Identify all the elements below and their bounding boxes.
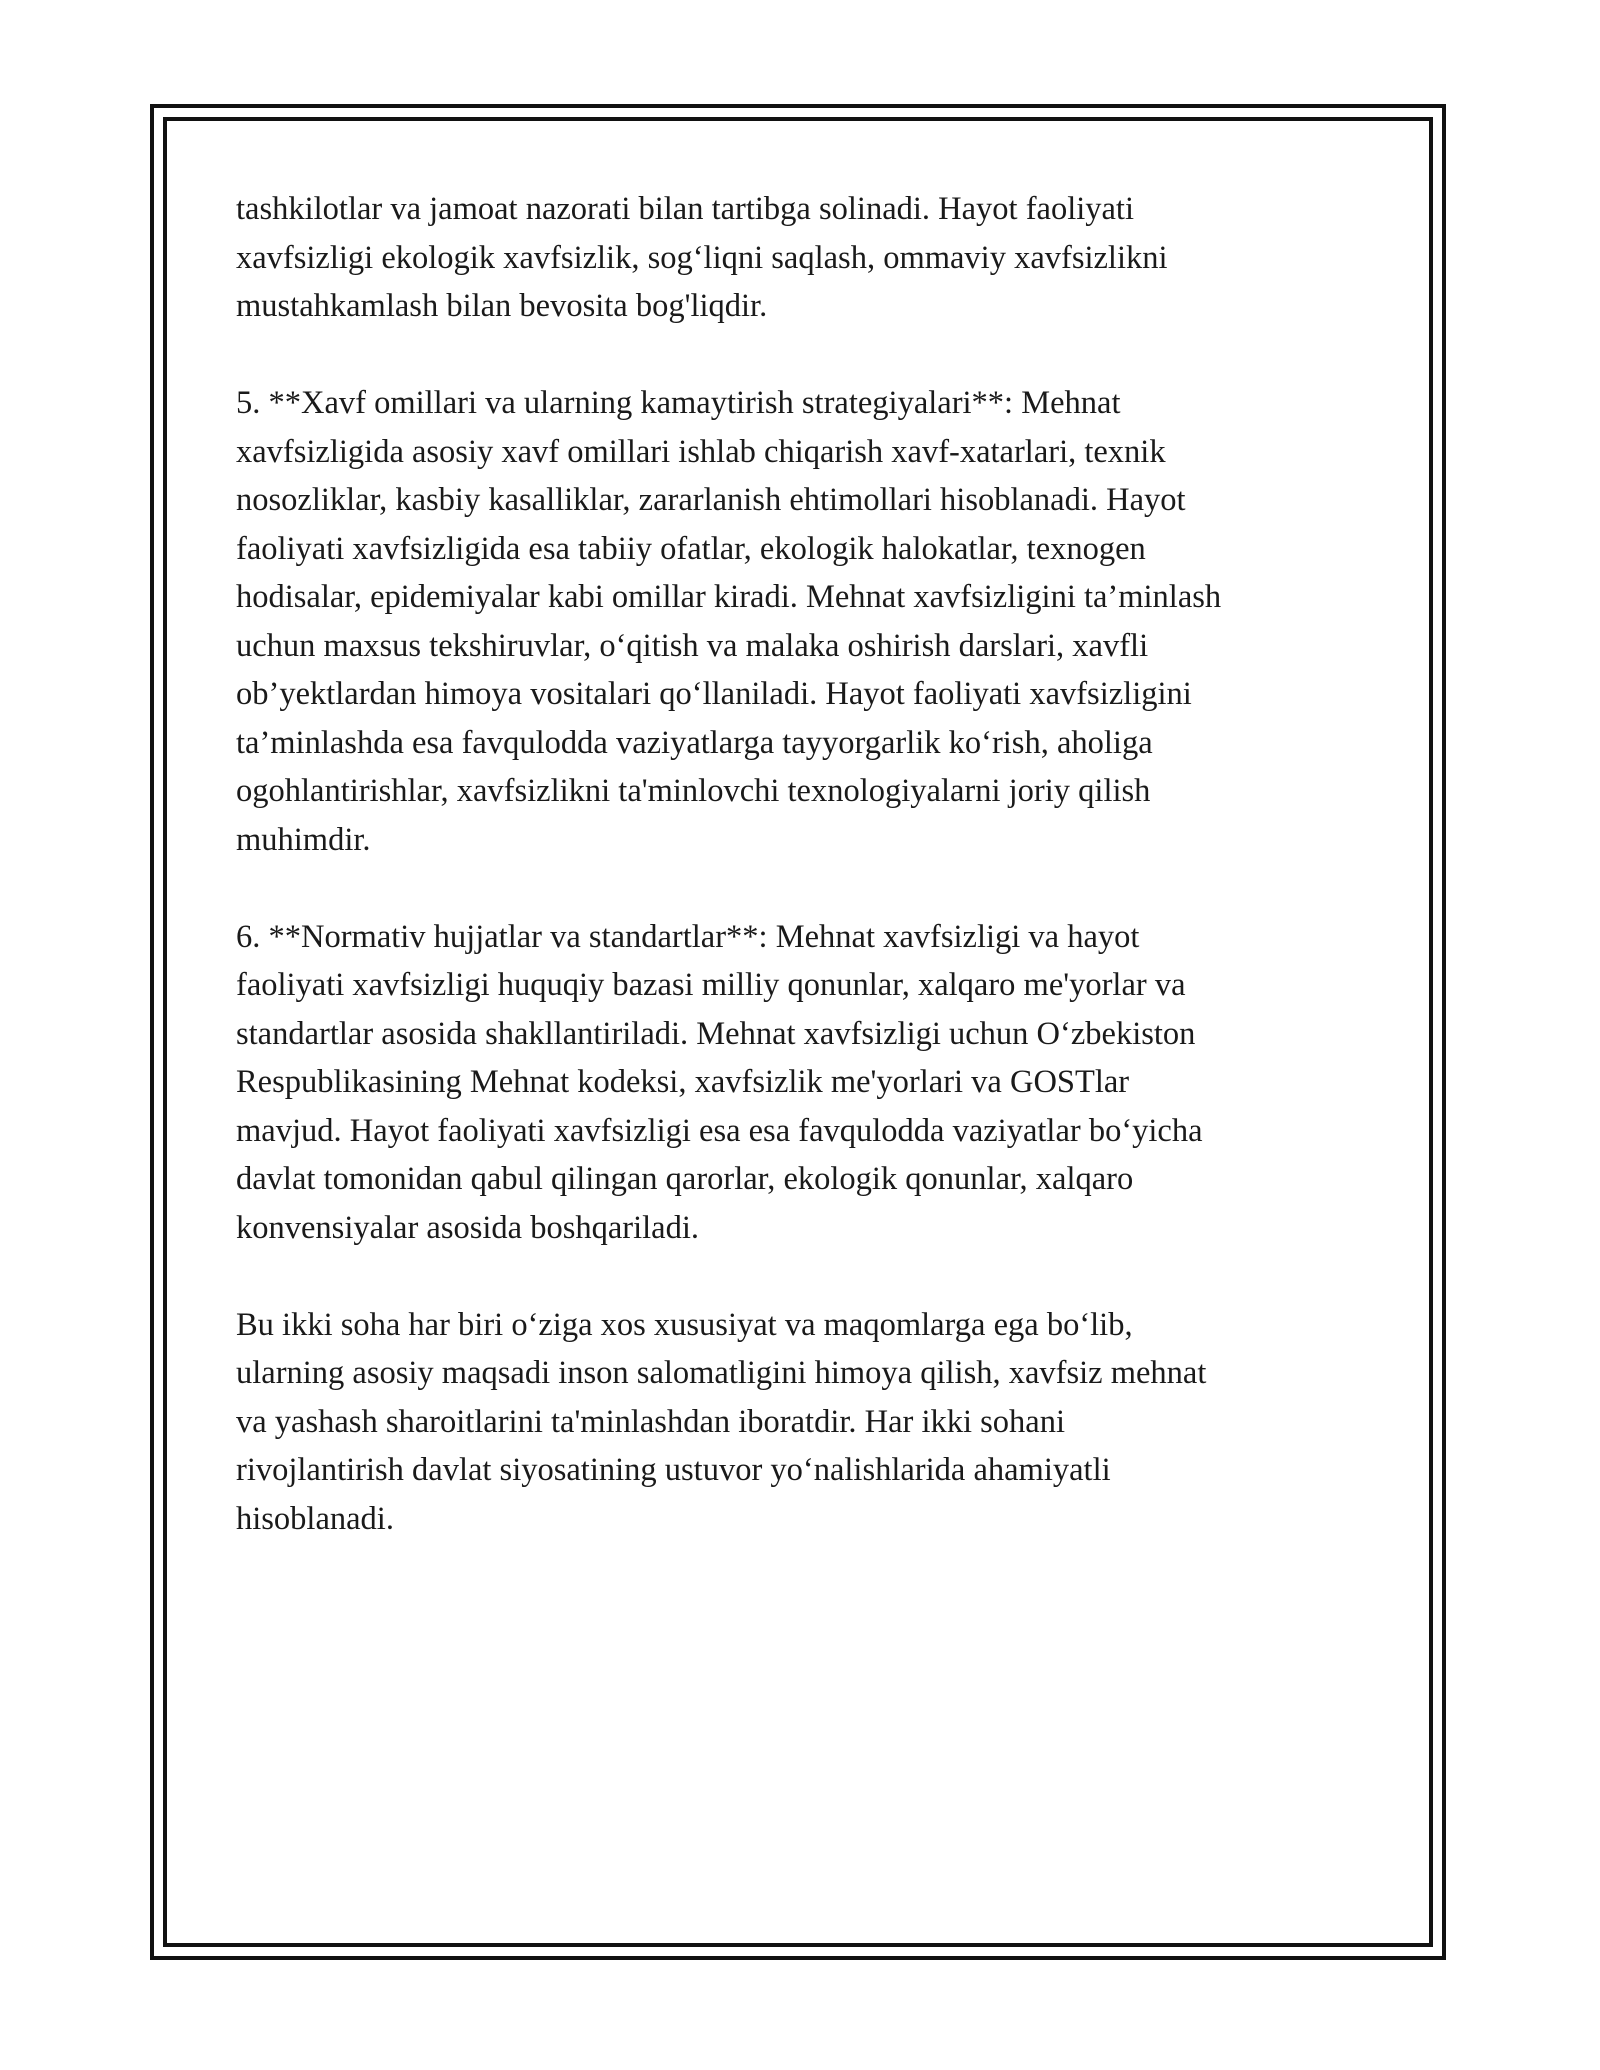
paragraph-risk-factors: 5. **Xavf omillari va ularning kamaytirish strategiyalari**: Mehnat xavfsizligida asosiy xavf omillari ishlab chiqarish xavf-xatarlari, texnik nosozliklar, kasbiy kasalliklar, zararlanish ehtimollari hisoblanadi. Hayot faoliyati xavfsizligida esa tabiiy ofatlar, ekologik halokatlar, texnogen hodisalar, epidemiyalar kabi omillar kiradi. Mehnat xavfsizligini ta’minlash uchun maxsus tekshiruvlar, o‘qitish va malaka oshirish darslari, xavfli ob’yektlardan himoya vositalari qo‘llaniladi. Hayot faoliyati xavfsizligini ta’minlashda esa favqulodda vaziyatlarga tayyorgarlik ko‘rish, aholiga ogohlantirishlar, xavfsizlikni ta'minlovchi texnologiyalarni joriy qilish muhimdir.	[236, 385, 1222, 858]
document-body	[236, 185, 1356, 1592]
paragraph-conclusion: Bu ikki soha har biri o‘ziga xos xususiyat va maqomlarga ega bo‘lib, ularning asosiy maqsadi inson salomatligini himoya qilish, xavfsiz mehnat va yashash sharoitlarini ta'minlashdan iboratdir. Har ikki sohani rivojlantirish davlat siyosatining ustuvor yo‘nalishlarida ahamiyatli hisoblanadi.	[236, 1306, 1207, 1537]
paragraph-intro-continuation: tashkilotlar va jamoat nazorati bilan tartibga solinadi. Hayot faoliyati xavfsizligi ekologik xavfsizlik, sog‘liqni saqlash, ommaviy xavfsizlikni mustahkamlash bilan bevosita bog'liqdir.	[236, 191, 1168, 324]
paragraph-normative-documents: 6. **Normativ hujjatlar va standartlar**: Mehnat xavfsizligi va hayot faoliyati xavfsizligi huquqiy bazasi milliy qonunlar, xalqaro me'yorlar va standartlar asosida shakllantiriladi. Mehnat xavfsizligi uchun O‘zbekiston Respublikasining Mehnat kodeksi, xavfsizlik me'yorlari va GOSTlar mavjud. Hayot faoliyati xavfsizligi esa esa favqulodda vaziyatlar bo‘yicha davlat tomonidan qabul qilingan qarorlar, ekologik qonunlar, xalqaro konvensiyalar asosida boshqariladi.	[236, 918, 1203, 1246]
